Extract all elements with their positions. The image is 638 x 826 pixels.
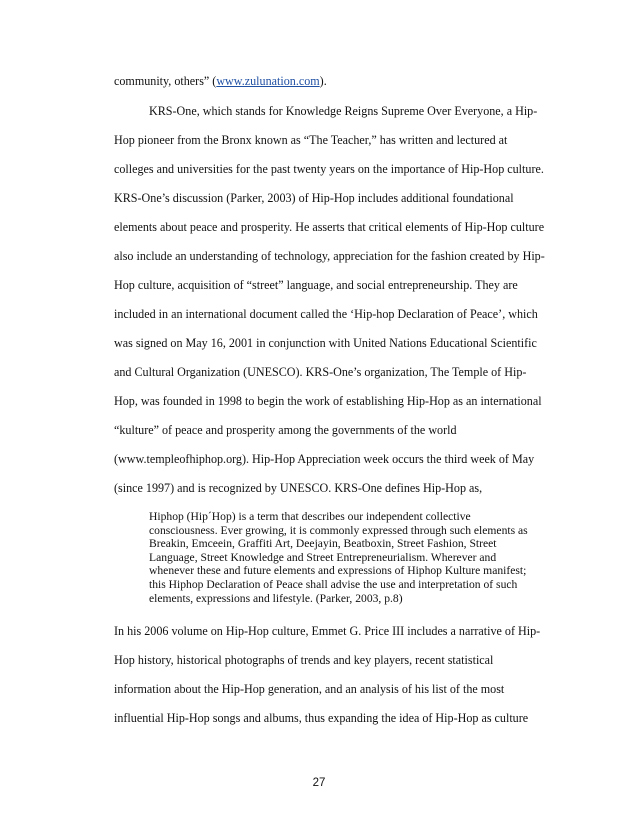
quote-line: this Hiphop Declaration of Peace shall advise the use and interpretation of such: [149, 577, 518, 591]
body-text-line: In his 2006 volume on Hip-Hop culture, Emmet G. Price III includes a narrative of Hip-: [114, 624, 541, 638]
block-quote: [149, 510, 579, 605]
body-text-line: (since 1997) and is recognized by UNESCO. KRS-One defines Hip-Hop as,: [114, 481, 483, 495]
body-text-line: colleges and universities for the past twenty years on the importance of Hip-Hop culture.: [114, 162, 544, 176]
quote-line: Hiphop (Hip´Hop) is a term that describes our independent collective: [149, 510, 471, 523]
body-text-line: Hop culture, acquisition of “street” language, and social entrepreneurship. They are: [114, 278, 518, 292]
quote-line: Language, Street Knowledge and Street Entrepreneurialism. Wherever and: [149, 550, 497, 564]
body-text-line: also include an understanding of technology, appreciation for the fashion created by Hip-: [114, 249, 545, 263]
body-text-line: information about the Hip-Hop generation, and an analysis of his list of the most: [114, 682, 505, 696]
body-text-line: “kulture” of peace and prosperity among the governments of the world: [114, 423, 457, 437]
body-text-line: Hop history, historical photographs of trends and key players, recent statistical: [114, 653, 494, 667]
quote-line: elements, expressions and lifestyle. (Parker, 2003, p.8): [149, 591, 403, 605]
body-text-line: Hop pioneer from the Bronx known as “The Teacher,” has written and lectured at: [114, 133, 508, 147]
body-text-line: and Cultural Organization (UNESCO). KRS-One’s organization, The Temple of Hip-: [114, 365, 527, 379]
body-text-line: was signed on May 16, 2001 in conjunction with United Nations Educational Scientific: [114, 336, 537, 350]
body-text-line: KRS-One’s discussion (Parker, 2003) of Hip-Hop includes additional foundational: [114, 191, 514, 205]
body-text-line: influential Hip-Hop songs and albums, thus expanding the idea of Hip-Hop as culture: [114, 711, 529, 725]
body-text-line: (www.templeofhiphop.org). Hip-Hop Appreciation week occurs the third week of May: [114, 452, 535, 466]
paragraph-continuation: [114, 74, 327, 88]
quote-line: whenever these and future elements and expressions of Hiphop Kulture manifest;: [149, 564, 527, 578]
text-span: ).: [319, 74, 327, 88]
body-text-line: included in an international document called the ‘Hip-hop Declaration of Peace’, which: [114, 307, 538, 321]
body-text-line: KRS-One, which stands for Knowledge Reigns Supreme Over Everyone, a Hip-: [149, 104, 538, 118]
body-text-line: elements about peace and prosperity. He asserts that critical elements of Hip-Hop culture: [114, 220, 545, 234]
body-text-line: Hop, was founded in 1998 to begin the work of establishing Hip-Hop as an international: [114, 394, 542, 408]
page-number: 27: [312, 777, 326, 789]
quote-line: consciousness. Ever growing, it is commonly expressed through such elements as: [149, 523, 528, 537]
zulunation-link[interactable]: www.zulunation.com: [216, 74, 320, 88]
quote-line: Breakin, Emceein, Graffiti Art, Deejayin, Beatboxin, Street Fashion, Street: [149, 537, 497, 551]
text-span: community, others” (: [114, 74, 217, 88]
